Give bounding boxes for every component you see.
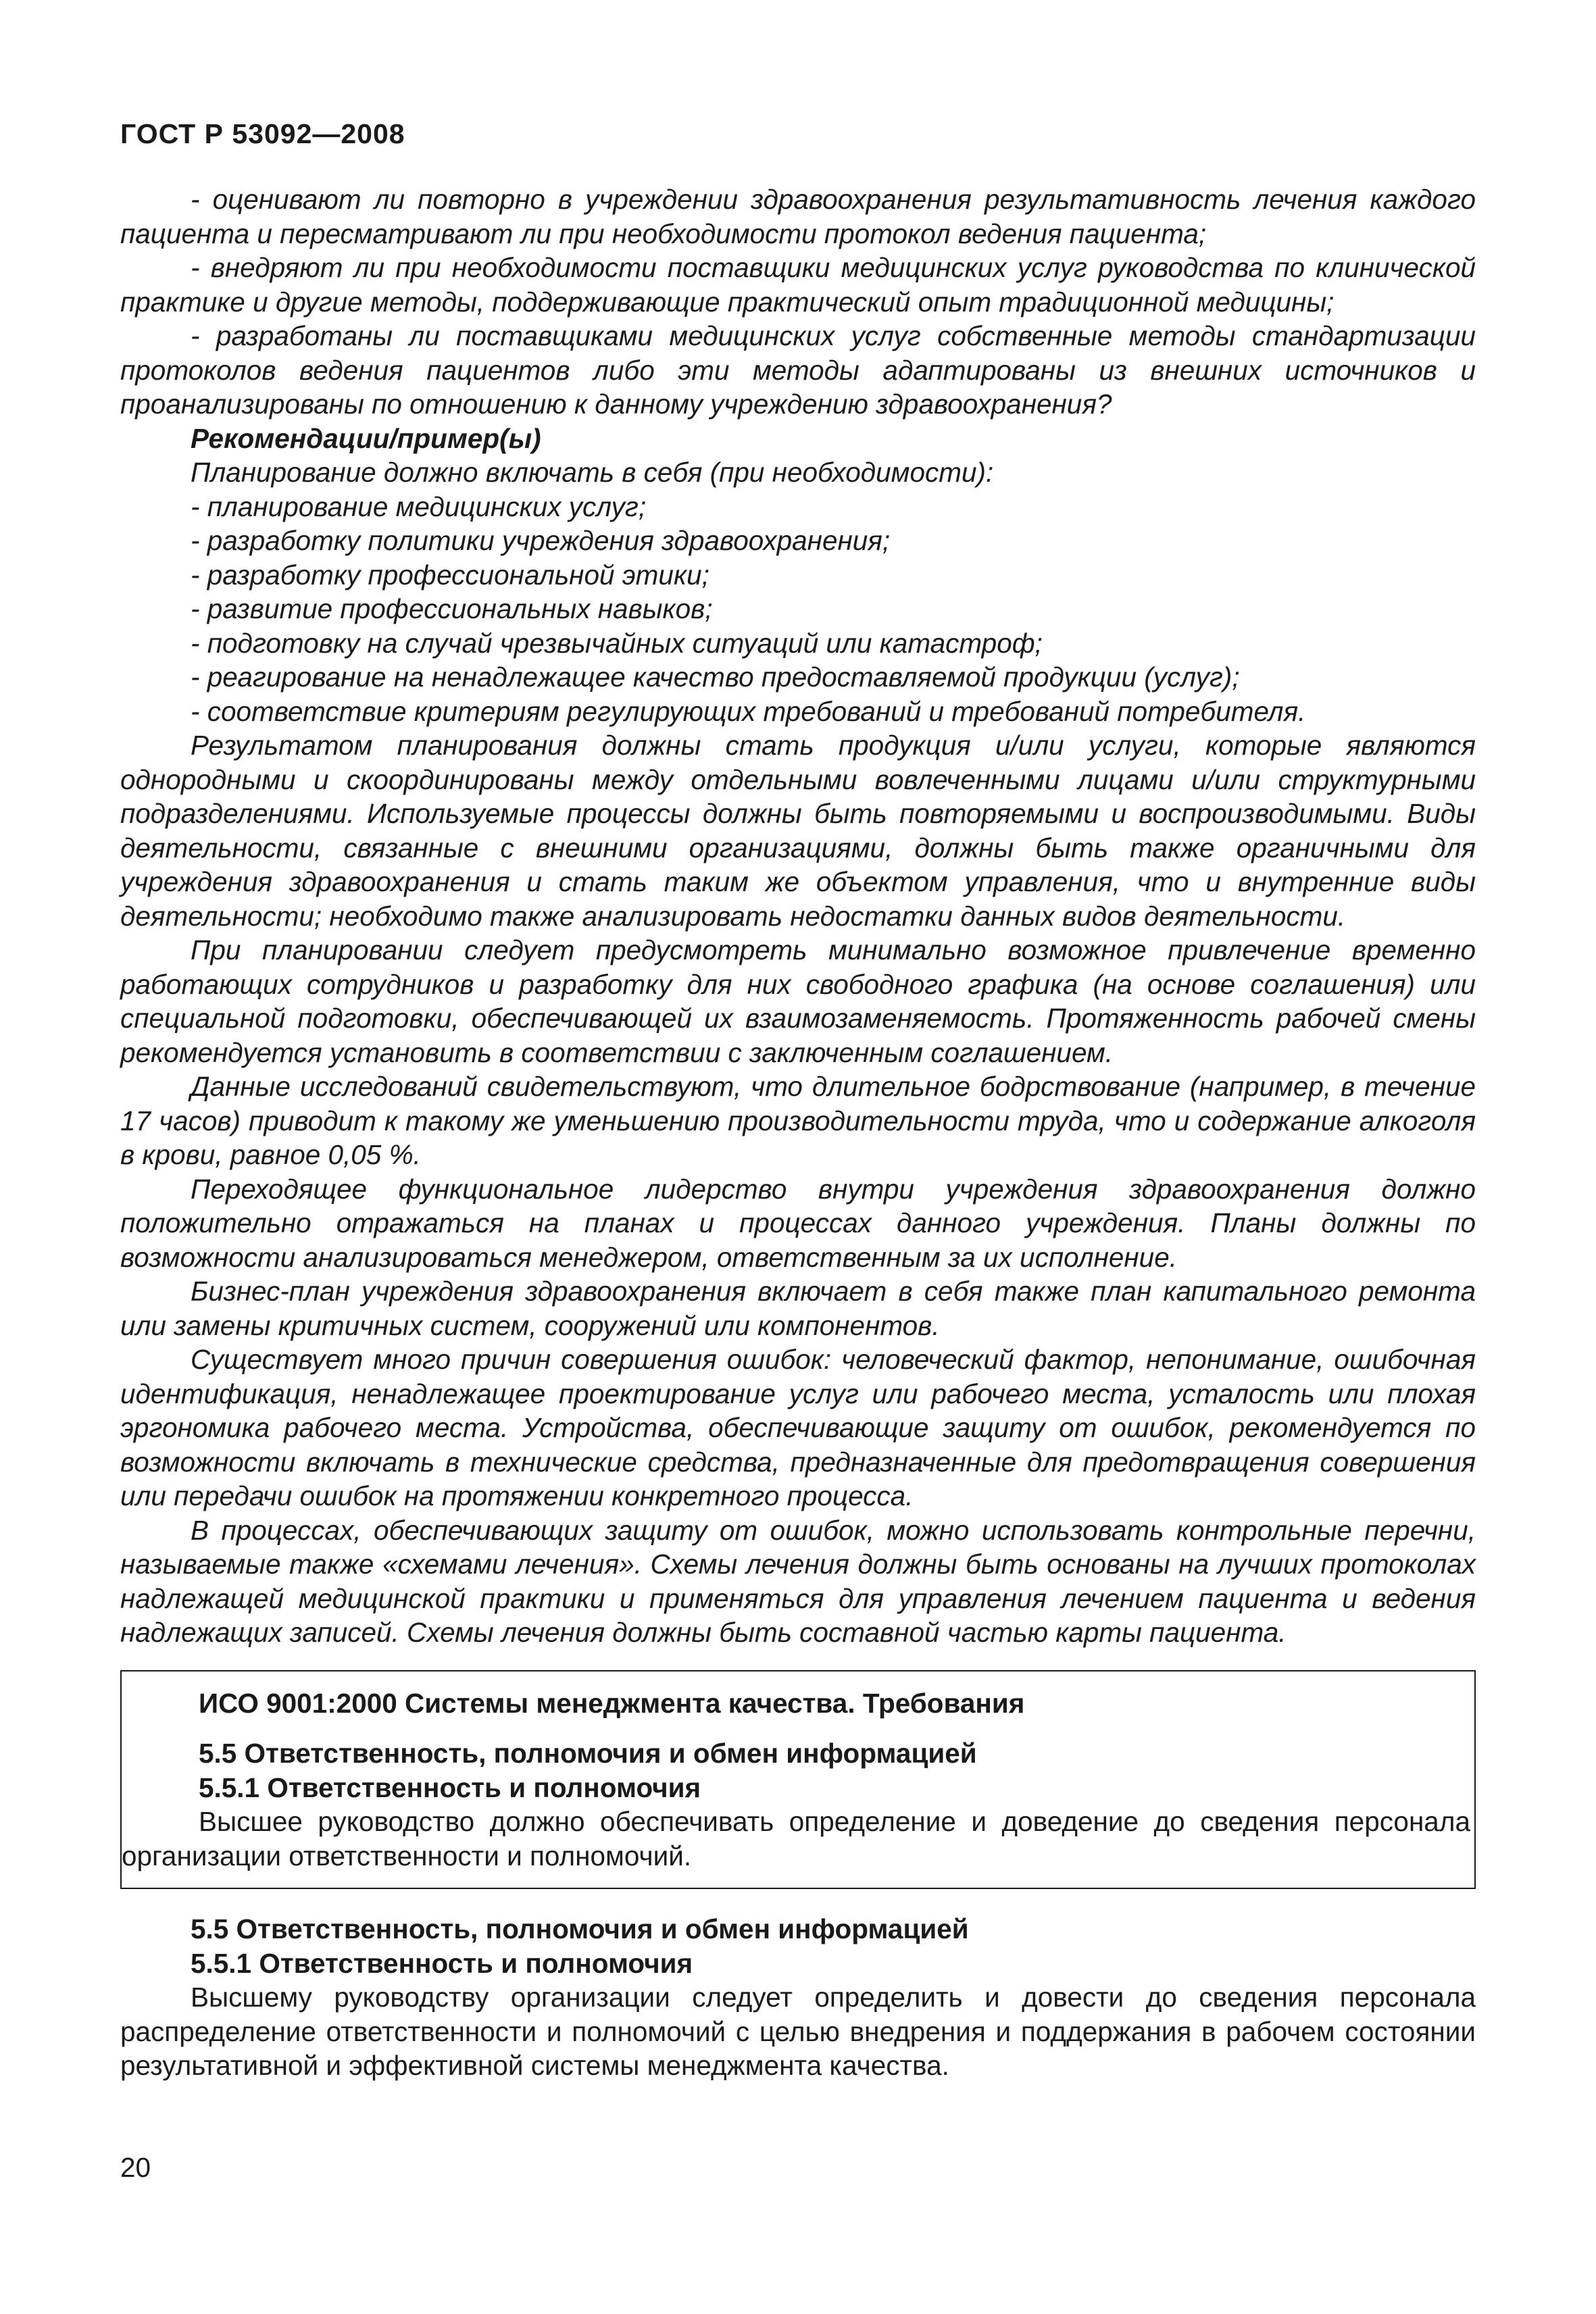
list-item: - разработку профессиональной этики; [191,559,709,590]
section-text: Высшему руководству организации следует определить и довести до сведения персонала распределение ответственности и полномочий с целью внедрения и поддержания в рабочем состоянии результативной и эффективной системы менеджмента качества. [120,1982,1476,2081]
list-item: - подготовку на случай чрезвычайных ситуаций или катастроф; [191,627,1043,659]
document-header: ГОСТ Р 53092—2008 [120,118,405,149]
intro-item: - внедряют ли при необходимости поставщики медицинских услуг руководства по клинической практике и другие методы, поддерживающие практический опыт традиционной медицины; [120,252,1476,318]
list-item: - планирование медицинских услуг; [191,491,647,522]
intro-item: - оценивают ли повторно в учреждении здравоохранения результативность лечения каждого пациента и пересматривают ли при необходимости протокол ведения пациента; [120,184,1476,249]
section-heading: 5.5 Ответственность, полномочия и обмен информацией [191,1913,969,1944]
iso-box-section: 5.5 Ответственность, полномочия и обмен информацией [199,1738,977,1769]
paragraph: Существует много причин совершения ошибок: человеческий фактор, непонимание, ошибочная идентификация, ненадлежащее проектирование услуг или рабочего места, усталость или плохая эргономика рабочего места. Устройства, обеспечивающие защиту от ошибок, рекомендуется по возможности включать в технические средства, предназначенные для предотвращения совершения или передачи ошибок на протяжении конкретного процесса. [120,1344,1476,1511]
paragraph: В процессах, обеспечивающих защиту от ошибок, можно использовать контрольные перечни, называемые также «схемами лечения». Схемы лечения должны быть основаны на лучших протоколах надлежащей медицинской практики и применяться для управления лечением пациента и ведения надлежащих записей. Схемы лечения должны быть составной частью карты пациента. [120,1514,1476,1648]
list-item: - реагирование на ненадлежащее качество предоставляемой продукции (услуг); [191,661,1240,693]
list-item: - разработку политики учреждения здравоохранения; [191,525,891,556]
section-subheading: 5.5.1 Ответственность и полномочия [191,1947,693,1979]
page-number: 20 [120,2152,151,2183]
paragraph: Данные исследований свидетельствуют, что длительное бодрствование (например, в течение 17 часов) приводит к такому же уменьшению производительности труда, что и содержание алкоголя в крови, равное 0,05 %. [120,1071,1476,1170]
paragraph: Переходящее функциональное лидерство внутри учреждения здравоохранения должно положительно отражаться на планах и процессах данного учреждения. Планы должны по возможности анализироваться менеджером, ответственным за их исполнение. [120,1173,1476,1273]
section-block [120,1912,1476,2083]
iso-box-text: Высшее руководство должно обеспечивать определение и доведение до сведения персонала организации ответственности и полномочий. [122,1806,1470,1871]
document-page [120,118,1476,2083]
iso-standard-box [120,1670,1476,1890]
list-item: - соответствие критериям регулирующих требований и требований потребителя. [191,695,1306,727]
list-item: - развитие профессиональных навыков; [191,593,713,624]
italic-content [120,182,1476,1650]
intro-item: - разработаны ли поставщиками медицинских услуг собственные методы стандартизации протоколов ведения пациентов либо эти методы адаптированы из внешних источников и проанализированы по отношению к данному учреждению здравоохранения? [120,320,1476,420]
iso-box-subsection: 5.5.1 Ответственность и полномочия [199,1771,701,1803]
iso-box-title: ИСО 9001:2000 Системы менеджмента качества. Требования [199,1687,1025,1719]
paragraph: При планировании следует предусмотреть минимально возможное привлечение временно работающих сотрудников и разработку для них свободного графика (на основе соглашения) или специальной подготовки, обеспечивающей их взаимозаменяемость. Протяженность рабочей смены рекомендуется установить в соответствии с заключенным соглашением. [120,934,1476,1068]
paragraph: Результатом планирования должны стать продукция и/или услуги, которые являются однородными и скоординированы между отдельными вовлеченными лицами и/или структурными подразделениями. Используемые процессы должны быть повторяемыми и воспроизводимыми. Виды деятельности, связанные с внешними организациями, должны быть также органичными для учреждения здравоохранения и стать таким же объектом управления, что и внутренние виды деятельности; необходимо также анализировать недостатки данных видов деятельности. [120,730,1476,932]
paragraph: Бизнес-план учреждения здравоохранения включает в себя также план капитального ремонта или замены критичных систем, сооружений или компонентов. [120,1276,1476,1341]
recommendations-lead: Планирование должно включать в себя (при необходимости): [191,457,994,488]
recommendations-heading: Рекомендации/пример(ы) [191,422,541,454]
